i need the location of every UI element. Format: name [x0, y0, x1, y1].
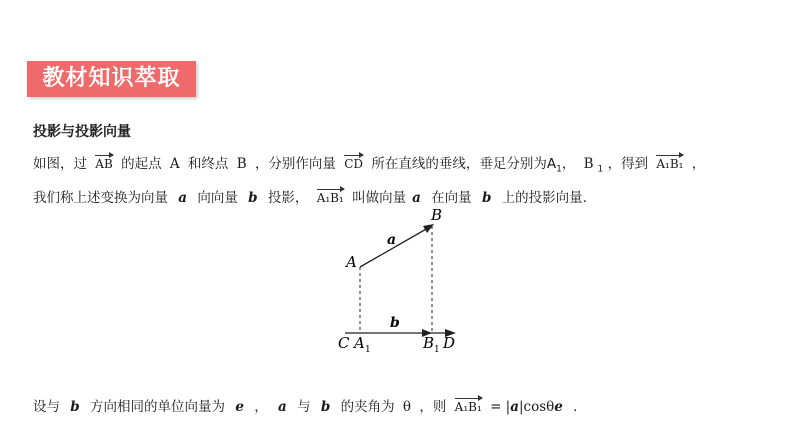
text: 我们称上述变换为向量 [33, 190, 168, 206]
text: 与 [297, 399, 311, 415]
vector-e-bold: e [554, 399, 563, 415]
subscript: 1 [597, 164, 604, 175]
text: 在向量 [431, 190, 472, 206]
text: 的夹角为 [340, 399, 395, 415]
text: 投影， [267, 190, 309, 206]
text: |cosθ [518, 399, 555, 415]
text: ，得到 [607, 156, 649, 172]
vector-b-bold: b [320, 399, 331, 415]
text: . [573, 399, 578, 415]
vector-a-bold: a [178, 190, 188, 206]
text: 向向量 [197, 190, 238, 206]
paragraph-line-1 [33, 152, 705, 175]
section-heading: 投影与投影向量 [33, 124, 131, 140]
vector-e-bold: e [235, 399, 244, 415]
vector-a-bold: a [510, 399, 519, 415]
label-a-point: A [346, 253, 357, 271]
label-d: D [443, 334, 456, 352]
theta-symbol: θ [402, 399, 412, 415]
text: ，分别作向量 [254, 156, 336, 172]
label-vector-a: a [387, 232, 397, 248]
text: 设与 [33, 399, 60, 415]
text: = | [490, 399, 511, 415]
label-c: C [338, 334, 350, 352]
vector-a1b1: A₁B₁ [317, 187, 344, 205]
vector-a1b1: A₁B₁ [455, 396, 482, 414]
label-a1-sub: 1 [365, 345, 371, 355]
label-b1-sub: 1 [434, 345, 440, 355]
subscript: 1 [556, 164, 562, 175]
section-badge: 教材知识萃取 [27, 61, 196, 97]
text: 方向相同的单位向量为 [90, 399, 226, 415]
point-b: B [236, 156, 247, 172]
text: 叫做向量 [352, 190, 407, 206]
paragraph-line-2 [33, 186, 587, 206]
vector-a-bold: a [278, 399, 287, 415]
paragraph-line-3 [33, 395, 577, 415]
vector-a-bold: a [412, 190, 421, 206]
label-b-point: B [431, 206, 443, 224]
vector-b-bold: b [70, 399, 80, 415]
label-a1: A [354, 334, 365, 352]
point-a: A [169, 156, 180, 172]
vector-b-bold: b [481, 190, 492, 206]
text: ， [691, 156, 706, 172]
text: 上的投影向量. [501, 190, 587, 206]
text: ，则 [419, 399, 447, 415]
label-vector-b: b [390, 315, 400, 331]
text: ， [254, 399, 268, 415]
text: ， [561, 156, 576, 172]
vector-a1b1: A₁B₁ [656, 153, 683, 171]
point-b1: B [583, 156, 594, 172]
text: 和终点 [187, 156, 229, 172]
vector-cd: CD [344, 153, 363, 171]
label-b1: B [423, 334, 435, 352]
text: 如图，过 [33, 156, 87, 172]
vector-b-bold: b [248, 190, 258, 206]
projection-diagram [320, 200, 480, 360]
vector-ab: AB [95, 153, 112, 171]
text: 所在直线的垂线，垂足分别为A [371, 156, 557, 172]
text: 的起点 [121, 156, 162, 172]
